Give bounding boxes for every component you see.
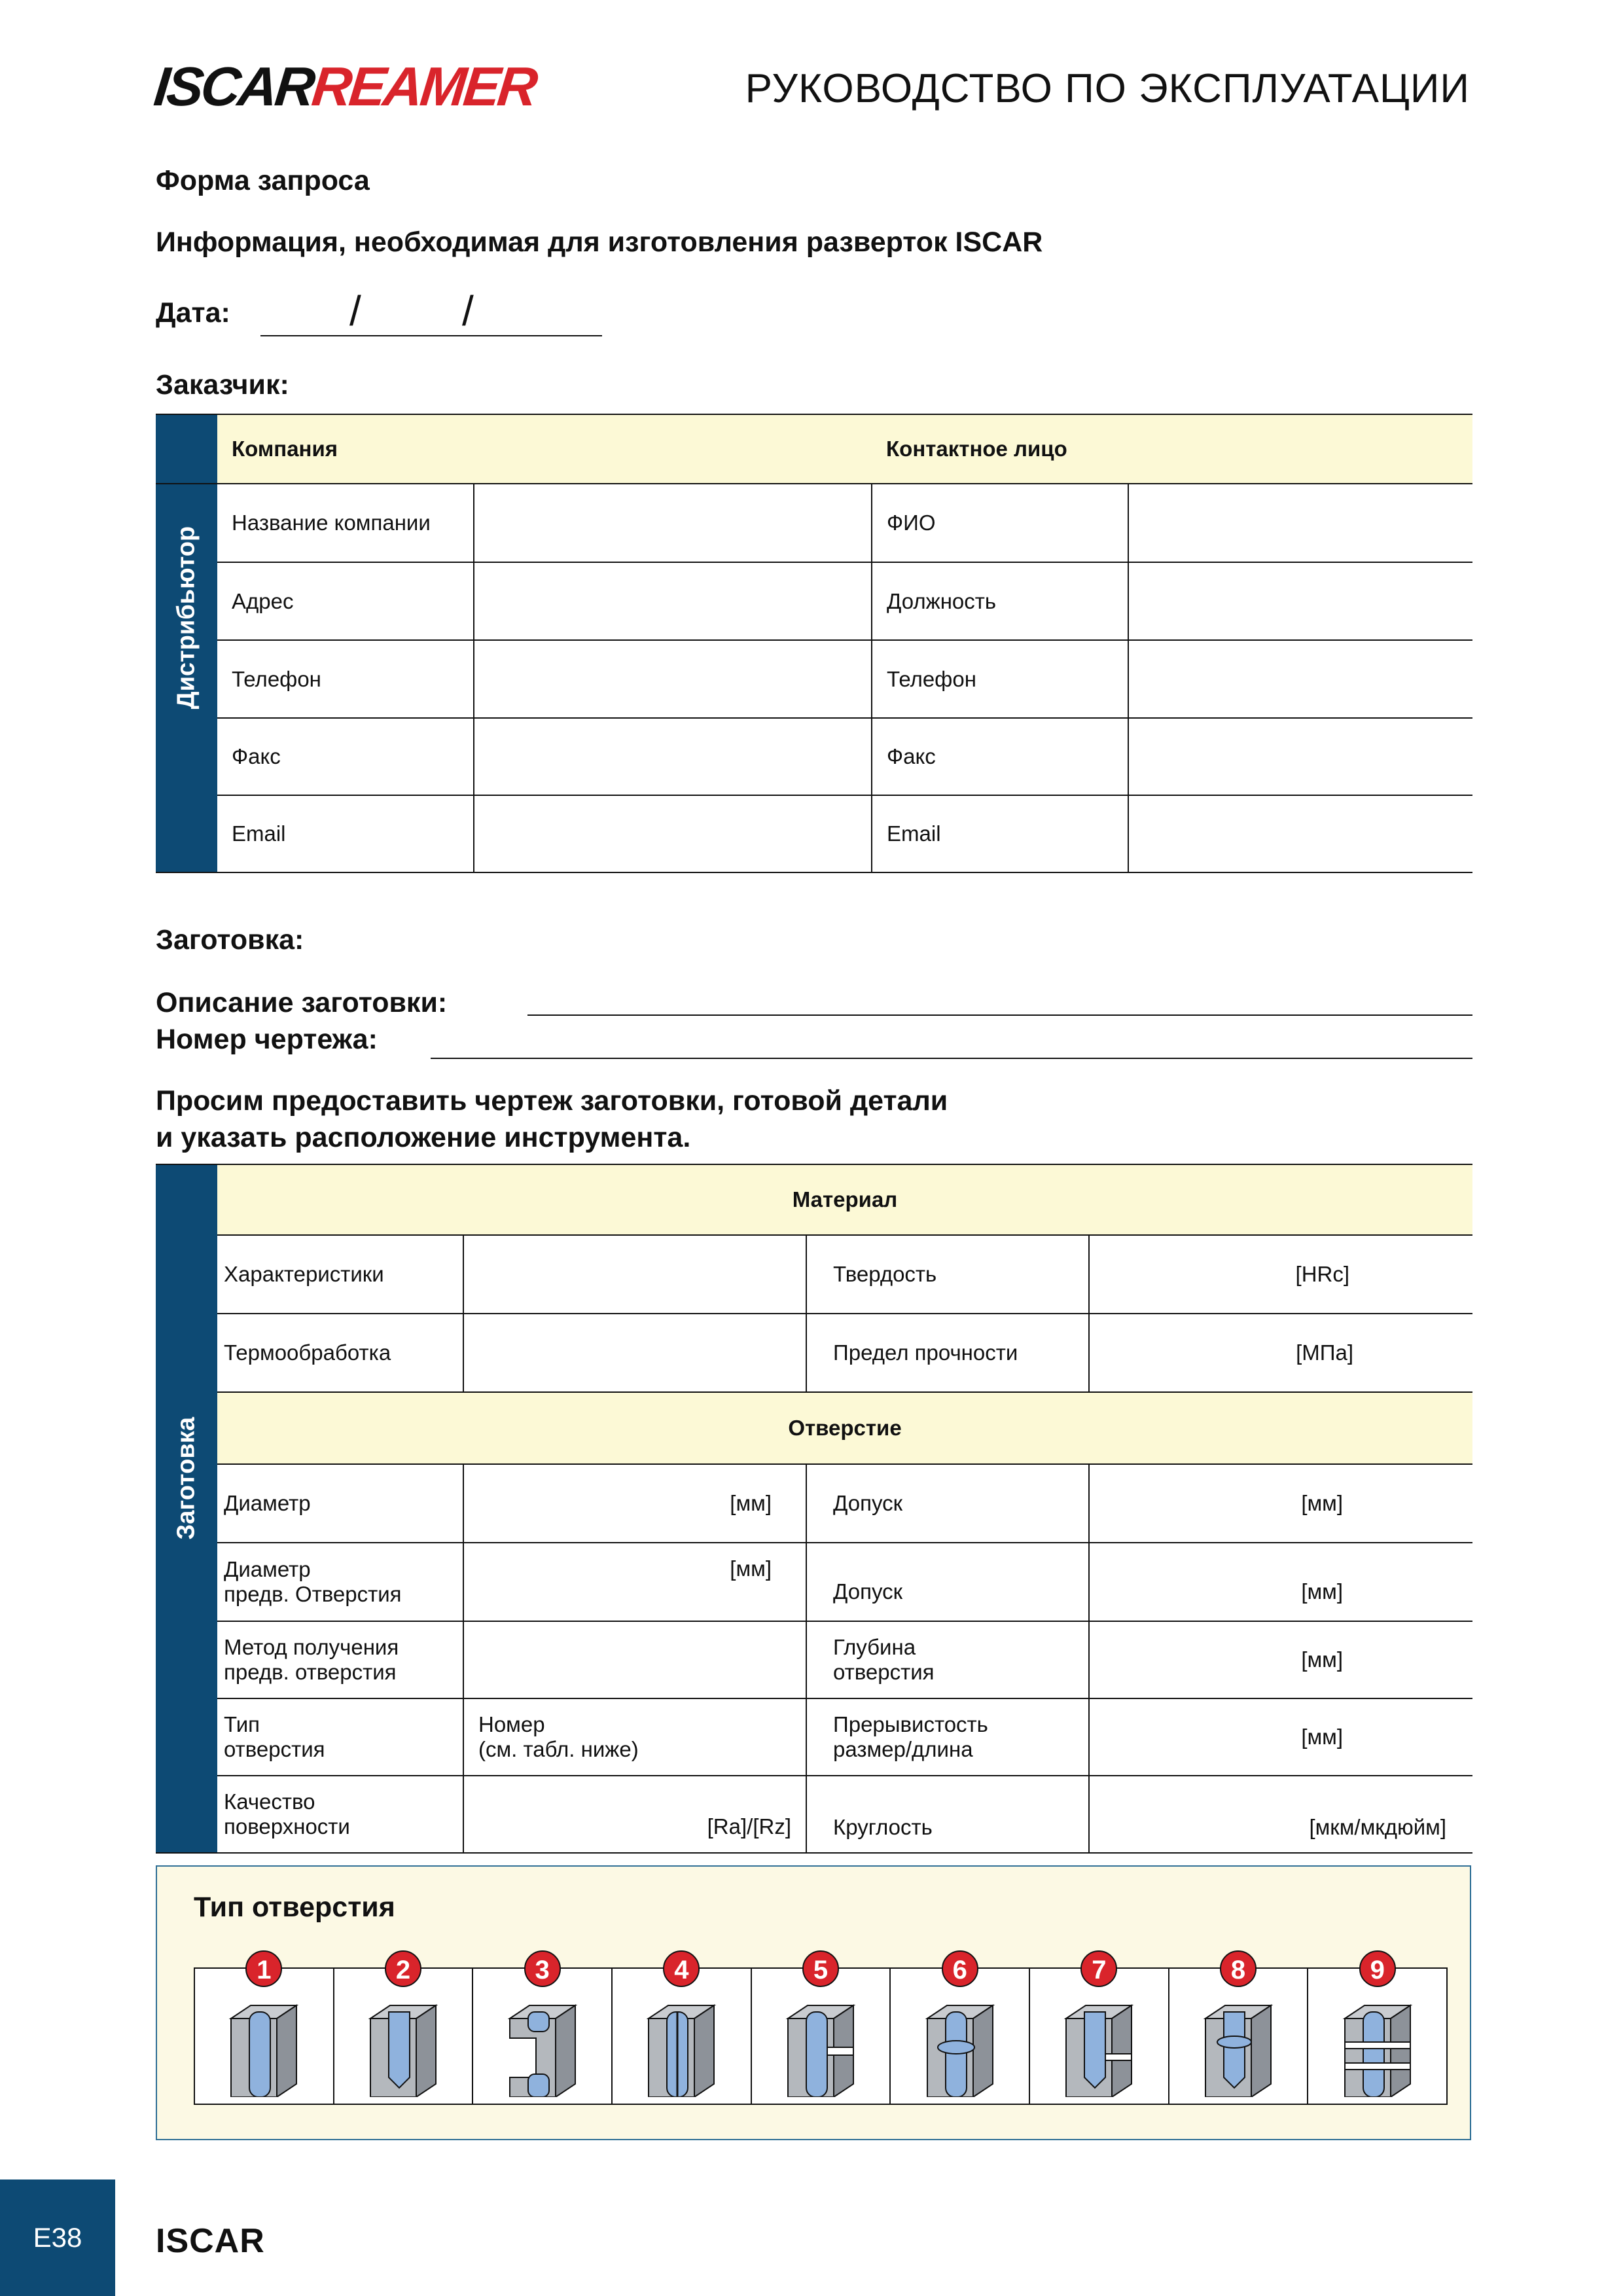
hole-type-panel — [156, 1865, 1471, 2140]
row-label: Email — [872, 795, 1128, 872]
hole-type-strip — [194, 1956, 1448, 2105]
distributor-side — [156, 484, 217, 872]
unit-label: [мм] — [1301, 1491, 1344, 1515]
roundness-field[interactable] — [1089, 1776, 1472, 1853]
unit-label: [мм] — [730, 1491, 772, 1515]
form-title: Форма запроса — [156, 165, 370, 196]
unit-label: [мм] — [1301, 1579, 1344, 1604]
row-label: Качество поверхности — [217, 1776, 463, 1853]
row-label: Факс — [217, 718, 474, 795]
hole-type-badge: 5 — [802, 1950, 839, 1987]
hole-type-badge: 4 — [663, 1950, 700, 1987]
contact-fax-field[interactable] — [1128, 718, 1472, 795]
row-label: Круглость — [806, 1776, 1089, 1853]
customer-label: Заказчик: — [156, 369, 289, 401]
diameter-field[interactable] — [463, 1464, 806, 1543]
request-line-2: и указать расположение инструмента. — [156, 1122, 691, 1153]
date-label: Дата: — [156, 297, 230, 329]
logo-iscar: ISCAR — [151, 56, 316, 117]
row-label: Факс — [872, 718, 1128, 795]
footer-brand: ISCAR — [156, 2222, 265, 2260]
request-line-1: Просим предоставить чертеж заготовки, готовой детали — [156, 1085, 948, 1117]
row-label: Телефон — [217, 640, 474, 718]
logo-reamer: REAMER — [309, 56, 539, 117]
row-label: Допуск — [806, 1543, 1089, 1621]
hole-type-badge: 1 — [245, 1950, 282, 1987]
hole-type-title: Тип отверстия — [194, 1892, 395, 1923]
row-label: Глубина отверстия — [806, 1621, 1089, 1698]
row-label: Диаметр предв. Отверстия — [217, 1543, 463, 1621]
company-name-field[interactable] — [474, 484, 872, 562]
stepped-blind-hole-icon — [1192, 1992, 1284, 2097]
contact-email-field[interactable] — [1128, 795, 1472, 872]
blank-desc-label: Описание заготовки: — [156, 987, 448, 1018]
row-label: Предел прочности — [806, 1314, 1089, 1392]
hole-type-1[interactable] — [195, 1956, 334, 2104]
distributor-side-top — [156, 414, 217, 484]
cross-hole-icon — [775, 1992, 866, 2097]
blind-cross-hole-icon — [1053, 1992, 1145, 2097]
hardness-field[interactable] — [1089, 1235, 1472, 1314]
unit-label: [МПа] — [1296, 1340, 1354, 1365]
interruption-field[interactable] — [1089, 1698, 1472, 1776]
unit-label: [мм] — [1301, 1725, 1344, 1749]
row-label: Должность — [872, 562, 1128, 640]
row-label: ФИО — [872, 484, 1128, 562]
groove-hole-icon — [914, 1992, 1006, 2097]
heat-treatment-field[interactable] — [463, 1314, 806, 1392]
hole-type-6[interactable] — [891, 1956, 1030, 2104]
unit-label: [Ra]/[Rz] — [707, 1814, 791, 1839]
hole-type-badge: 9 — [1359, 1950, 1396, 1987]
unit-label: [мм] — [730, 1556, 772, 1581]
unit-label: [HRc] — [1295, 1262, 1350, 1286]
distributor-side-label: Дистрибьютор — [172, 526, 200, 709]
company-fax-field[interactable] — [474, 718, 872, 795]
row-label: Термообработка — [217, 1314, 463, 1392]
interrupted-hole-icon — [497, 1992, 588, 2097]
contact-name-field[interactable] — [1128, 484, 1472, 562]
hole-type-5[interactable] — [752, 1956, 891, 2104]
material-header: Материал — [217, 1164, 1472, 1235]
row-label: Email — [217, 795, 474, 872]
document-title: РУКОВОДСТВО ПО ЭКСПЛУАТАЦИИ — [745, 66, 1470, 111]
hole-type-9[interactable] — [1308, 1956, 1446, 2104]
pre-diameter-field[interactable] — [463, 1543, 806, 1621]
logo — [151, 54, 539, 119]
hole-type-number-field[interactable]: Номер (см. табл. ниже) — [463, 1698, 806, 1776]
row-label: Адрес — [217, 562, 474, 640]
hole-type-7[interactable] — [1030, 1956, 1169, 2104]
hole-type-badge: 3 — [524, 1950, 561, 1987]
row-label: Метод получения предв. отверстия — [217, 1621, 463, 1698]
slotted-hole-icon — [635, 1992, 727, 2097]
pre-tolerance-field[interactable] — [1089, 1543, 1472, 1621]
characteristics-field[interactable] — [463, 1235, 806, 1314]
row-label: Прерывистость размер/длина — [806, 1698, 1089, 1776]
tolerance-field[interactable] — [1089, 1464, 1472, 1543]
hole-type-8[interactable] — [1169, 1956, 1309, 2104]
blank-label: Заготовка: — [156, 924, 304, 956]
hole-type-badge: 6 — [942, 1950, 978, 1987]
company-phone-field[interactable] — [474, 640, 872, 718]
date-slash-2: / — [462, 287, 474, 334]
strength-field[interactable] — [1089, 1314, 1472, 1392]
blank-table — [156, 1164, 1472, 1854]
hole-type-4[interactable] — [613, 1956, 752, 2104]
pre-hole-method-field[interactable] — [463, 1621, 806, 1698]
row-label: Твердость — [806, 1235, 1089, 1314]
through-hole-icon — [218, 1992, 310, 2097]
row-label: Телефон — [872, 640, 1128, 718]
hole-type-2[interactable] — [334, 1956, 474, 2104]
unit-label: [мм] — [1301, 1647, 1344, 1672]
contact-header: Контактное лицо — [872, 414, 1472, 484]
date-slash-1: / — [349, 287, 361, 334]
surface-quality-field[interactable] — [463, 1776, 806, 1853]
row-label: Тип отверстия — [217, 1698, 463, 1776]
drawing-no-field[interactable] — [431, 1058, 1472, 1059]
company-email-field[interactable] — [474, 795, 872, 872]
row-label: Характеристики — [217, 1235, 463, 1314]
company-header: Компания — [217, 414, 872, 484]
row-label: Допуск — [806, 1464, 1089, 1543]
blank-desc-field[interactable] — [527, 1014, 1472, 1016]
info-title: Информация, необходимая для изготовления разверток ISCAR — [156, 226, 1043, 258]
row-label: Диаметр — [217, 1464, 463, 1543]
blank-side-label: Заготовка — [172, 1416, 200, 1539]
position-field[interactable] — [1128, 562, 1472, 640]
hole-type-badge: 2 — [385, 1950, 421, 1987]
address-field[interactable] — [474, 562, 872, 640]
distributor-table — [156, 414, 1472, 873]
hole-type-badge: 8 — [1220, 1950, 1257, 1987]
hole-type-3[interactable] — [473, 1956, 613, 2104]
date-field[interactable] — [260, 335, 602, 336]
drawing-no-label: Номер чертежа: — [156, 1024, 378, 1055]
page-number: E38 — [0, 2179, 115, 2296]
multi-interrupted-hole-icon — [1332, 1992, 1423, 2097]
contact-phone-field[interactable] — [1128, 640, 1472, 718]
depth-field[interactable] — [1089, 1621, 1472, 1698]
hole-type-badge: 7 — [1080, 1950, 1117, 1987]
unit-label: [мкм/мкдюйм] — [1309, 1815, 1447, 1839]
blind-hole-icon — [357, 1992, 449, 2097]
blank-side — [156, 1164, 217, 1853]
hole-header: Отверстие — [217, 1392, 1472, 1464]
row-label: Название компании — [217, 484, 474, 562]
